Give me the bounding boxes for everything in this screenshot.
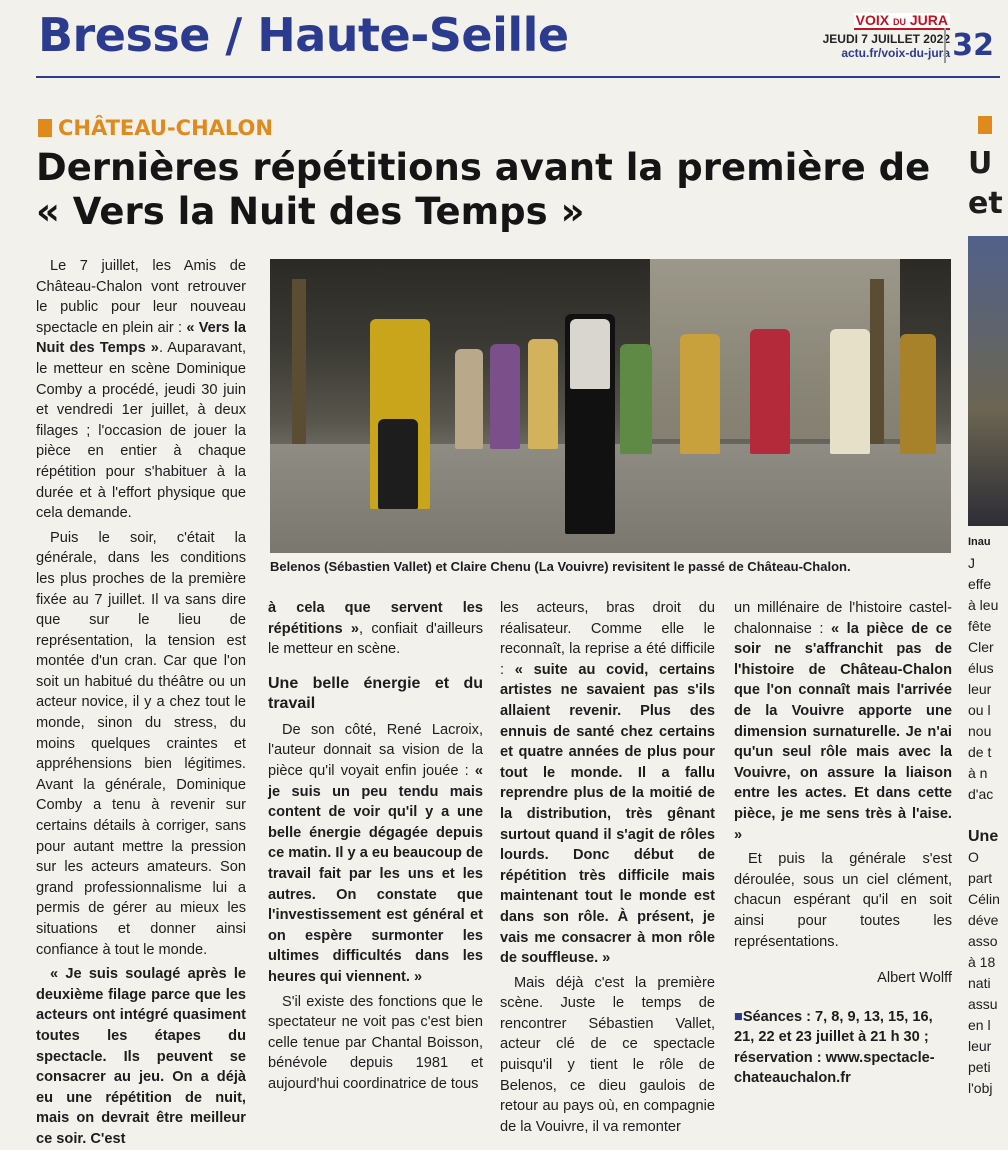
adjacent-text-line: déve: [968, 912, 999, 928]
quote-paragraph: « Je suis soulagé après le deuxième filage parce que les acteurs ont intégré quasiment toutes les étapes du spectacle. Ils peuvent se consacrer au jeu. On a déjà eu une répétition de nuit, mais on devrait être meilleur ce soir. C'est: [36, 966, 246, 1147]
kicker-label: CHÂTEAU-CHALON: [58, 116, 273, 140]
adjacent-caption: Inau: [968, 536, 991, 548]
adjacent-text-line: assu: [968, 996, 998, 1012]
photo-figure: [900, 334, 936, 454]
paragraph: S'il existe des fonctions que le spectateur ne voit pas c'est bien celle tenue par Chantal Boisson, bénévole depuis 1981 et aujourd'hui coordinatrice de tous: [268, 993, 483, 1092]
paragraph: Le 7 juillet, les Amis de Château-Chalon vont retrouver le public pour leur nouveau spectacle en plein air : « Vers la Nuit des Temps ». Auparavant, le metteur en scène Dominique Comby a procédé, jeudi 30 juin et vendredi 1er juillet, à deux filages ; l'occasion de jouer la pièce en entier à chaque répétition pour s'habituer à la durée et à l'effort physique que cela demande.: [36, 258, 246, 522]
paragraph: De son côté, René Lacroix, l'auteur donnait sa vision de la pièce qu'il voyait enfin jouée : « je suis un peu tendu mais content de voir qu'il y a une belle énergie dégagée depuis ce matin. Il y a eu beaucoup de travail fait par les uns et les autres. On constate que l'investissement est général et on espère surmonter les ultimes difficultés dans les heures qui viennent. »: [268, 721, 483, 985]
adjacent-text-line: J: [968, 555, 975, 571]
adjacent-text-line: l'obj: [968, 1080, 993, 1096]
adjacent-text-line: Cler: [968, 639, 994, 655]
showtimes-info: Séances : 7, 8, 9, 13, 15, 16, 21, 22 et 23 juillet à 21 h 30 ; réservation : www.spectacle-chateauchalon.fr: [734, 1008, 935, 1087]
adjacent-text-line: leur: [968, 1038, 992, 1054]
article-subhead: Une belle énergie et du travail: [268, 674, 483, 712]
adjacent-photo: [968, 236, 1008, 526]
article-kicker: [38, 116, 273, 140]
photo-figure: [830, 329, 870, 454]
photo-figure-legs: [378, 419, 418, 509]
header-rule: [36, 76, 1000, 78]
photo-caption: Belenos (Sébastien Vallet) et Claire Chenu (La Vouivre) revisitent le passé de Château-Chalon.: [270, 559, 851, 574]
adjacent-text-line: peti: [968, 1059, 991, 1075]
masthead: [823, 12, 950, 60]
adjacent-text-line: Célin: [968, 891, 1000, 907]
page-number: 32: [944, 28, 994, 63]
section-title: Bresse / Haute-Seille: [38, 8, 569, 62]
photo-figure: [455, 349, 483, 449]
adjacent-text-line: O: [968, 849, 979, 865]
newspaper-logo: VOIX DU JURA: [854, 13, 950, 30]
adjacent-text-line: d'ac: [968, 786, 994, 802]
adjacent-text-line: [968, 805, 1000, 826]
paragraph: à cela que servent les répétitions », confiait d'ailleurs le metteur en scène.: [268, 600, 483, 658]
adjacent-article-slice: [968, 110, 1003, 1113]
paragraph: un millénaire de l'histoire castel-chalonnaise : « la pièce de ce soir ne s'affranchit pas de l'histoire de Château-Chalon que l'on connaît mais l'arrivée de la Vouivre apporte une dimension surnaturelle. Je n'ai qu'un seul rôle mais avec la Vouivre, on assure la liaison entre les actes. Et dans cette pièce, je me sens très à l'aise. »: [734, 600, 952, 843]
adjacent-text-line: fête: [968, 618, 992, 634]
bullet-icon: ■: [734, 1008, 743, 1025]
adjacent-text-line: en l: [968, 1017, 991, 1033]
paragraph: les acteurs, bras droit du réalisateur. Comme elle le reconnaît, la reprise a été difficile : « suite au covid, certains artistes ne savaient pas s'ils allaient revenir. Plus des ennuis de santé chez certains et quatre années de plus pour tout le monde. Il a fallu reprendre plus de la moitié de la distribution, très gênant surtout quand il s'agit de rôles lourds. Donc début de répétition très difficile mais maintenant tout le monde est dans son rôle. À présent, je vais me consacrer à mon rôle de souffleuse. »: [500, 600, 716, 967]
adjacent-text: [968, 553, 1000, 1099]
adjacent-text-line: de t: [968, 744, 992, 760]
author-signature: Albert Wolff: [877, 970, 952, 987]
adjacent-text-line: à 18: [968, 954, 996, 970]
adjacent-text-line: part: [968, 870, 993, 886]
adjacent-headline: U et: [968, 146, 1003, 221]
issue-date: JEUDI 7 JUILLET 2022: [822, 32, 950, 47]
article-column-2: [268, 598, 483, 1094]
adjacent-text-line: ou l: [968, 702, 991, 718]
photo-figure: [750, 329, 790, 454]
adjacent-text-line: effe: [968, 576, 992, 592]
photo-pillar: [292, 279, 306, 459]
photo-pillar: [870, 279, 884, 459]
adjacent-text-line: asso: [968, 933, 998, 949]
article-headline: Dernières répétitions avant la première de « Vers la Nuit des Temps »: [36, 146, 931, 233]
kicker-square-icon: [38, 119, 52, 137]
adjacent-text-line: à leu: [968, 597, 999, 613]
adjacent-text-line: nou: [968, 723, 992, 739]
article-photo: [270, 259, 951, 553]
adjacent-text-line: Une: [968, 828, 999, 845]
photo-figure: [680, 334, 720, 454]
article-column-3: [500, 598, 715, 1137]
adjacent-text-line: leur: [968, 681, 992, 697]
photo-figure: [528, 339, 558, 449]
photo-figure-shirt: [570, 319, 610, 389]
photo-figure: [490, 344, 520, 449]
paragraph: Mais déjà c'est la première scène. Juste le temps de rencontrer Sébastien Vallet, acteur clé de ce spectacle puisqu'il y tient le rôle de Belenos, ce dieu gaulois de retour au pays où, en compagnie de la Vouivre, il va remonter: [500, 974, 715, 1135]
adjacent-text-line: nati: [968, 975, 991, 991]
issue-url: actu.fr/voix-du-jura: [841, 45, 950, 60]
adjacent-text-line: élus: [968, 660, 994, 676]
info-box: [734, 1007, 952, 1089]
kicker-square-icon: [978, 116, 992, 134]
article-column-4: [734, 598, 952, 1089]
paragraph: Et puis la générale s'est déroulée, sous un ciel clément, chacun espérant qu'il en soit ainsi pour toutes les représentations.: [734, 851, 952, 950]
photo-figure: [620, 344, 652, 454]
paragraph: Puis le soir, c'était la générale, dans les conditions les plus proches de la première fixée au 7 juillet. Il va sans dire que sur le lieu de représentation, la tension est montée d'un cran. Car que l'on soit un habitué du théâtre ou un acteur novice, il y a chez tout le monde, sinon du stress, du moins quelques craintes et appréhensions bien légitimes. Avant la générale, Dominique Comby a tenu à revenir sur certains détails à corriger, sans pour autant mettre la pression sur les acteurs amateurs. Son grand professionnalisme lui a permis de gérer au mieux les situations et donner ainsi confiance à tout le monde.: [36, 529, 246, 958]
article-column-1: [36, 256, 246, 1150]
adjacent-text-line: à n: [968, 765, 988, 781]
